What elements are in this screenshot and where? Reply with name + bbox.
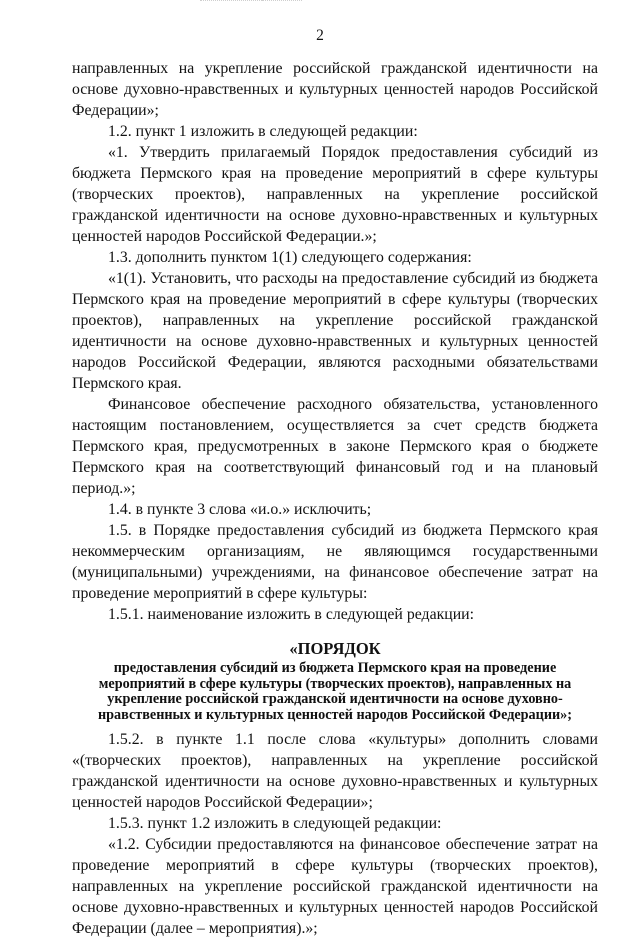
- paragraph: 1.4. в пункте 3 слова «и.о.» исключить;: [108, 501, 372, 518]
- document-body: [72, 58, 598, 939]
- paragraph: 1.5.1. наименование изложить в следующей редакции:: [108, 606, 475, 623]
- paragraph: «1(1). Установить, что расходы на предоставление субсидий из бюджета Пермского края на проведение мероприятий в сфере культуры (творческих проектов), направленных на укрепление российской гражданской идентичности на основе духовно-нравственных и культурных ценностей народов Российской Федерации, являются расходными обязательствами Пермского края.: [72, 270, 598, 392]
- scan-top-mark: [262, 0, 302, 3]
- paragraph: направленных на укрепление российской гражданской идентичности на основе духовно-нравственных и культурных ценностей народов Российской Федерации»;: [72, 60, 598, 119]
- paragraph: 1.5.2. в пункте 1.1 после слова «культуры» дополнить словами «(творческих проектов), направленных на укрепление российской гражданской идентичности на основе духовно-нравственных и культурных ценностей народов Российской Федерации»;: [72, 731, 598, 811]
- order-title: «ПОРЯДОК: [289, 639, 381, 658]
- paragraph: «1.2. Субсидии предоставляются на финансовое обеспечение затрат на проведение мероприятий в сфере культуры (творческих проектов), направленных на укрепление российской гражданской идентичности на основе духовно-нравственных и культурных ценностей народов Российской Федерации (далее – мероприятия).»;: [72, 836, 598, 937]
- paragraph: 1.3. дополнить пунктом 1(1) следующего содержания:: [108, 249, 472, 266]
- paragraphs-after-title: [72, 729, 598, 939]
- paragraph: 1.2. пункт 1 изложить в следующей редакции:: [108, 123, 418, 140]
- page-number: 2: [316, 27, 324, 44]
- paragraph: 1.5. в Порядке предоставления субсидий из бюджета Пермского края некоммерческим организациям, не являющимся государственными (муниципальными) учреждениями, на финансовое обеспечение затрат на проведение мероприятий в сфере культуры:: [72, 522, 598, 602]
- paragraph: 1.5.3. пункт 1.2 изложить в следующей редакции:: [108, 815, 442, 832]
- paragraph: «1. Утвердить прилагаемый Порядок предоставления субсидий из бюджета Пермского края на проведение мероприятий в сфере культуры (творческих проектов), направленных на укрепление российской гражданской идентичности на основе духовно-нравственных и культурных ценностей народов Российской Федерации.»;: [72, 144, 598, 245]
- paragraph: Финансовое обеспечение расходного обязательства, установленного настоящим постановлением, осуществляется за счет средств бюджета Пермского края, предусмотренных в законе Пермского края о бюджете Пермского края на соответствующий финансовый год и на плановый период.»;: [72, 396, 598, 497]
- paragraphs-before-title: [72, 58, 598, 625]
- order-subtitle: предоставления субсидий из бюджета Пермского края на проведение мероприятий в сфере культуры (творческих проектов), направленных на укрепление российской гражданской идентичности на основе духовно-нравственных и культурных ценностей народов Российской Федерации»;: [97, 660, 572, 723]
